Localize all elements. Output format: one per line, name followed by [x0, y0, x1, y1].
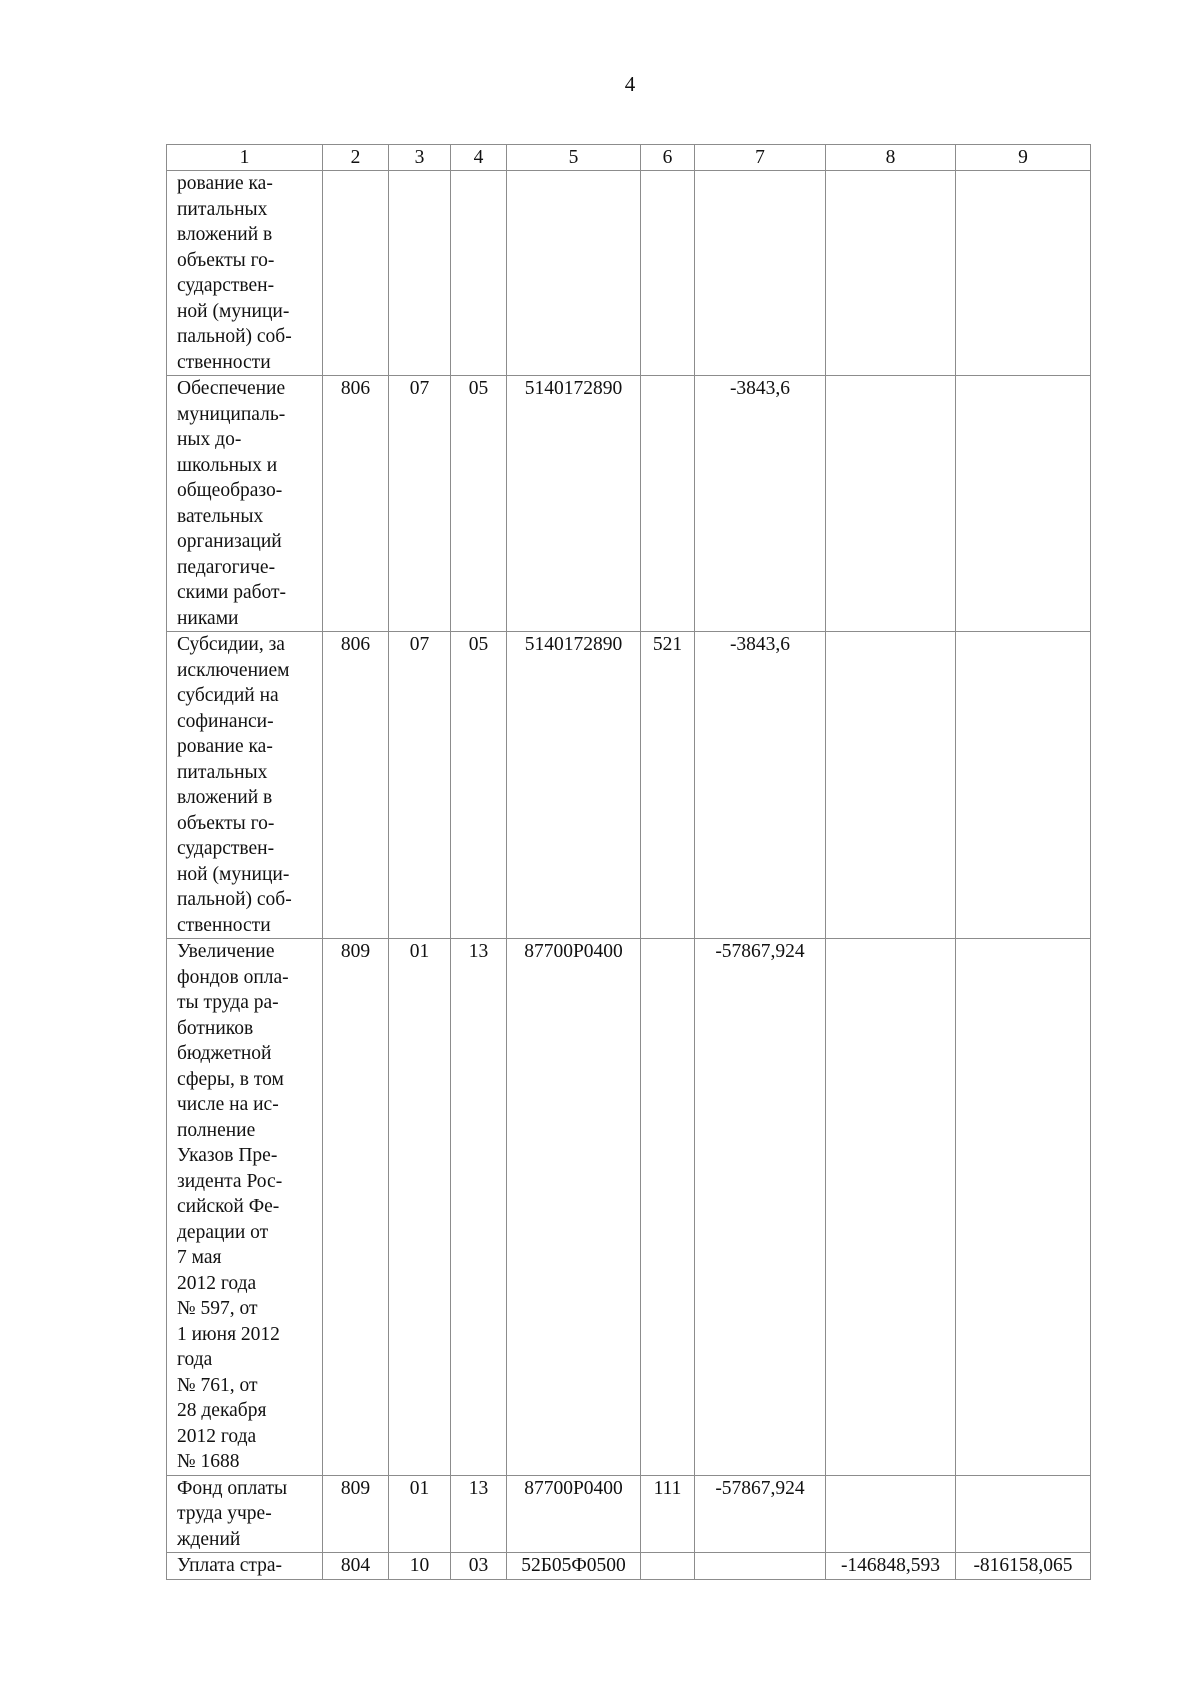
row-name-cell: Уплата стра-	[167, 1553, 323, 1580]
column-number: 6	[641, 145, 695, 171]
subsection-cell: 13	[451, 1475, 507, 1553]
expense-type-cell	[641, 939, 695, 1476]
column-number: 3	[389, 145, 451, 171]
table-body	[167, 145, 1091, 1580]
page-number: 4	[624, 72, 636, 96]
expense-type-cell	[641, 171, 695, 376]
table-row	[167, 632, 1091, 939]
amount-cell: -57867,924	[695, 1475, 826, 1553]
row-name-cell: Субсидии, за исключением субсидий на софинанси- рование ка- питальных вложений в объекты го- сударствен- ной (муници- пальной) соб- ственности	[167, 632, 323, 939]
target-article-cell: 52Б05Ф0500	[507, 1553, 641, 1580]
ministry-code-cell: 806	[323, 376, 389, 632]
ministry-code-cell: 809	[323, 1475, 389, 1553]
amount-cell	[956, 171, 1091, 376]
column-number: 4	[451, 145, 507, 171]
column-number: 2	[323, 145, 389, 171]
amount-cell	[956, 1475, 1091, 1553]
amount-cell: -57867,924	[695, 939, 826, 1476]
section-cell: 07	[389, 376, 451, 632]
expense-type-cell: 111	[641, 1475, 695, 1553]
ministry-code-cell: 804	[323, 1553, 389, 1580]
target-article-cell: 87700Р0400	[507, 939, 641, 1476]
column-number: 8	[826, 145, 956, 171]
amount-cell	[956, 632, 1091, 939]
amount-cell	[826, 1475, 956, 1553]
table-row	[167, 1553, 1091, 1580]
ministry-code-cell: 809	[323, 939, 389, 1476]
target-article-cell: 87700Р0400	[507, 1475, 641, 1553]
column-number: 9	[956, 145, 1091, 171]
amount-cell	[826, 376, 956, 632]
amount-cell	[695, 171, 826, 376]
amount-cell	[826, 632, 956, 939]
section-cell: 07	[389, 632, 451, 939]
column-number: 5	[507, 145, 641, 171]
row-name-cell: Увеличение фондов опла- ты труда ра- ботников бюджетной сферы, в том числе на ис- полнение Указов Пре- зидента Рос- сийской Фе- дерации от 7 мая 2012 года № 597, от 1 июня 2012 года № 761, от 28 декабря 2012 года № 1688	[167, 939, 323, 1476]
subsection-cell	[451, 171, 507, 376]
target-article-cell: 5140172890	[507, 376, 641, 632]
row-name-cell: Обеспечение муниципаль- ных до- школьных и общеобразо- вательных организаций педагогиче- скими работ- никами	[167, 376, 323, 632]
section-cell: 01	[389, 939, 451, 1476]
amount-cell: -816158,065	[956, 1553, 1091, 1580]
column-number: 7	[695, 145, 826, 171]
expense-type-cell: 521	[641, 632, 695, 939]
table-row	[167, 171, 1091, 376]
amount-cell	[826, 939, 956, 1476]
column-number-row	[167, 145, 1091, 171]
section-cell	[389, 171, 451, 376]
table-row	[167, 939, 1091, 1476]
section-cell: 10	[389, 1553, 451, 1580]
expense-type-cell	[641, 1553, 695, 1580]
amount-cell	[695, 1553, 826, 1580]
row-name-cell: рование ка- питальных вложений в объекты го- сударствен- ной (муници- пальной) соб- ственности	[167, 171, 323, 376]
amount-cell	[956, 939, 1091, 1476]
subsection-cell: 13	[451, 939, 507, 1476]
ministry-code-cell	[323, 171, 389, 376]
table-row	[167, 1475, 1091, 1553]
subsection-cell: 05	[451, 632, 507, 939]
row-name-cell: Фонд оплаты труда учре- ждений	[167, 1475, 323, 1553]
amount-cell: -3843,6	[695, 632, 826, 939]
amount-cell	[956, 376, 1091, 632]
target-article-cell	[507, 171, 641, 376]
amount-cell: -146848,593	[826, 1553, 956, 1580]
target-article-cell: 5140172890	[507, 632, 641, 939]
section-cell: 01	[389, 1475, 451, 1553]
ministry-code-cell: 806	[323, 632, 389, 939]
amount-cell: -3843,6	[695, 376, 826, 632]
subsection-cell: 03	[451, 1553, 507, 1580]
subsection-cell: 05	[451, 376, 507, 632]
column-number: 1	[167, 145, 323, 171]
amount-cell	[826, 171, 956, 376]
expense-type-cell	[641, 376, 695, 632]
budget-table	[166, 144, 1091, 1580]
table-row	[167, 376, 1091, 632]
